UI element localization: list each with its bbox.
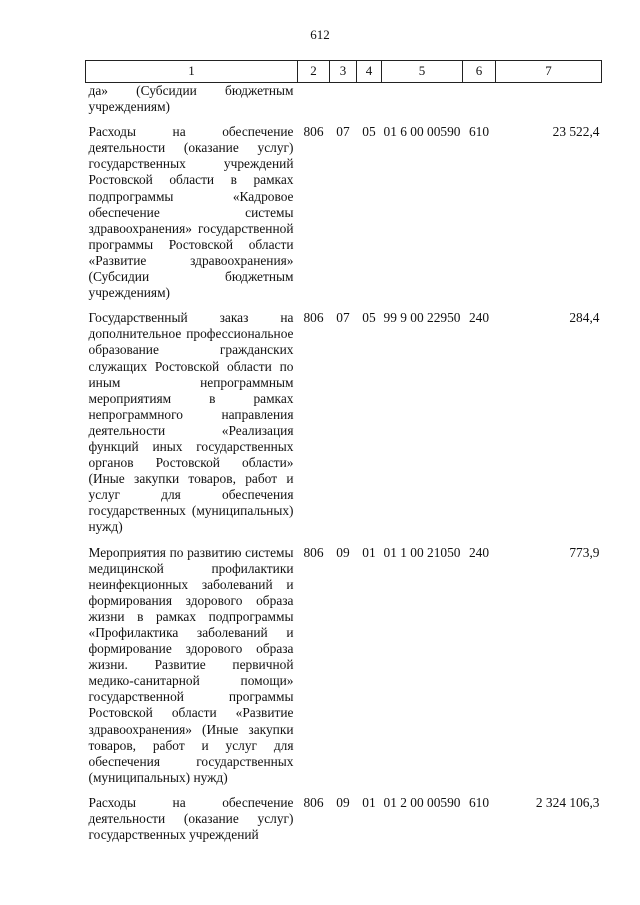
section-code: 07 [336,124,350,140]
column-header-2: 2 [298,61,330,83]
target-article-code: 01 1 00 21050 [383,544,461,560]
continuation-text: да» (Субсидии бюджетным учреждениям) [88,83,294,115]
target-article-code: 01 2 00 00590 [383,794,461,810]
subsection-code: 01 [362,544,376,560]
table-row [86,124,602,310]
table-row [86,795,602,852]
expense-type-code: 610 [468,794,490,810]
subsection-code: 01 [362,794,376,810]
subsection-code: 05 [362,310,376,326]
target-article-code: 99 9 00 22950 [383,310,461,326]
column-header-6: 6 [463,61,496,83]
column-header-4: 4 [357,61,382,83]
ministry-code: 806 [303,124,324,140]
row-description: Мероприятия по развитию системы медицинской профилактики неинфекционных заболеваний и формирования здорового образа жизни в рамках подпрограммы «Профилактика заболеваний и формирование здорового образа жизни. Развитие первичной медико-санитарной помощи» государственной программы Ростовской области «Развитие здравоохранения» (Иные закупки товаров, работ и услуг для обеспечения государственных (муниципальных) нужд) [88,544,294,785]
amount-value: 773,9 [569,544,600,560]
expense-type-code: 240 [468,310,490,326]
ministry-code: 806 [303,310,324,326]
table-row [86,310,602,544]
expense-type-code: 240 [468,544,490,560]
subsection-code: 05 [362,124,376,140]
row-description: Расходы на обеспечение деятельности (оказание услуг) государственных учреждений Ростовской области в рамках подпрограммы «Кадровое обеспечение системы здравоохранения» государственной программы Ростовской области «Развитие здравоохранения» (Субсидии бюджетным учреждениям) [88,124,294,301]
continuation-row [86,83,602,125]
table-row [86,545,602,795]
column-header-1: 1 [86,61,298,83]
column-header-7: 7 [496,61,602,83]
column-header-5: 5 [382,61,463,83]
section-code: 07 [336,310,350,326]
page-number: 612 [310,27,330,42]
amount-value: 284,4 [569,310,600,326]
expense-type-code: 610 [468,124,490,140]
amount-value: 23 522,4 [552,124,600,140]
row-description: Государственный заказ на дополнительное профессиональное образование гражданских служащих Ростовской области по иным непрограммным мероприятиям в рамках непрограммного направления деятельности «Реализация функций иных государственных органов Ростовской области» (Иные закупки товаров, работ и услуг для обеспечения государственных (муниципальных) нужд) [88,310,294,535]
section-code: 09 [336,544,350,560]
target-article-code: 01 6 00 00590 [383,124,461,140]
column-header-3: 3 [330,61,357,83]
budget-table [85,60,602,852]
header-row [86,61,602,83]
ministry-code: 806 [303,794,324,810]
ministry-code: 806 [303,544,324,560]
amount-value: 2 324 106,3 [535,794,600,810]
row-description: Расходы на обеспечение деятельности (оказание услуг) государственных учреждений [88,794,294,843]
table-header [86,61,602,83]
section-code: 09 [336,794,350,810]
